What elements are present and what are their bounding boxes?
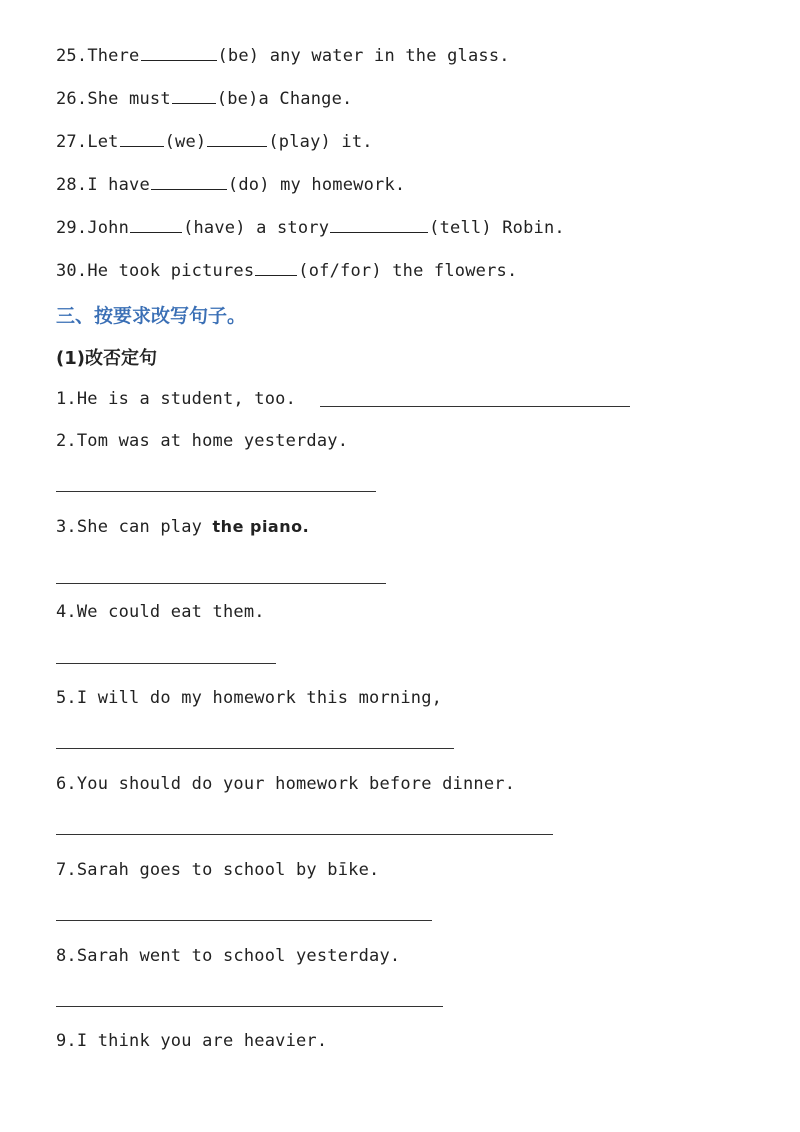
rewrite-question-1 <box>56 388 296 410</box>
question-text: 2.Tom was at home yesterday. <box>56 431 349 451</box>
answer-blank[interactable] <box>151 173 227 190</box>
question-number: 25. <box>56 46 88 66</box>
rewrite-question-4 <box>56 601 265 623</box>
question-25 <box>56 44 510 67</box>
question-30 <box>56 259 517 282</box>
hint-word: (play) it. <box>268 132 373 152</box>
rewrite-question-2 <box>56 430 348 452</box>
hint-word: (be)a Change. <box>216 89 353 109</box>
hint-word: (of/for) the flowers. <box>298 261 518 281</box>
bold-phrase: the piano. <box>212 517 310 536</box>
question-number: 30. <box>56 261 88 281</box>
answer-blank[interactable] <box>330 216 428 233</box>
question-text: 7.Sarah goes to school by bīke. <box>56 860 380 880</box>
question-text: 4.We could eat them. <box>56 602 265 622</box>
hint-word: (be) <box>217 46 260 66</box>
hint-word: (we) <box>164 132 207 152</box>
question-text: There <box>87 46 140 66</box>
answer-line[interactable] <box>56 920 432 921</box>
answer-line[interactable] <box>56 834 553 835</box>
answer-line[interactable] <box>56 491 376 492</box>
hint-word: (do) my homework. <box>227 175 406 195</box>
question-text: 3.She can play <box>56 517 203 537</box>
question-text: John <box>87 218 130 238</box>
answer-line[interactable] <box>320 406 630 407</box>
question-text: 9.I think you are heavier. <box>56 1031 328 1051</box>
question-29 <box>56 216 565 239</box>
question-text: 1.He is a student, too. <box>56 389 297 409</box>
answer-blank[interactable] <box>130 216 182 233</box>
rewrite-question-9 <box>56 1030 327 1052</box>
answer-blank[interactable] <box>120 130 164 147</box>
answer-line[interactable] <box>56 583 386 584</box>
question-text: He took pictures <box>87 261 255 281</box>
answer-blank[interactable] <box>172 87 216 104</box>
answer-blank[interactable] <box>207 130 267 147</box>
answer-blank[interactable] <box>141 44 217 61</box>
answer-line[interactable] <box>56 663 276 664</box>
question-text: Let <box>87 132 119 152</box>
question-number: 28. <box>56 175 88 195</box>
rewrite-question-8 <box>56 945 400 967</box>
question-text: She must <box>87 89 171 109</box>
answer-line[interactable] <box>56 1006 443 1007</box>
question-number: 29. <box>56 218 88 238</box>
question-text: 5.I will do my homework this morning, <box>56 688 443 708</box>
question-text: any water in the glass. <box>269 46 510 66</box>
rewrite-question-6 <box>56 773 515 795</box>
rewrite-question-5 <box>56 687 442 709</box>
question-26 <box>56 87 352 110</box>
section-title: 三、按要求改写句子。 <box>56 305 247 327</box>
answer-line[interactable] <box>56 748 454 749</box>
question-text: I have <box>87 175 150 195</box>
sub-section-title: (1)改否定句 <box>56 348 157 369</box>
question-27 <box>56 130 373 153</box>
question-text: 8.Sarah went to school yesterday. <box>56 946 401 966</box>
question-number: 26. <box>56 89 88 109</box>
question-text: 6.You should do your homework before dinner. <box>56 774 516 794</box>
hint-word: (have) a story <box>183 218 330 238</box>
rewrite-question-7 <box>56 859 379 881</box>
answer-blank[interactable] <box>255 259 297 276</box>
question-number: 27. <box>56 132 88 152</box>
question-28 <box>56 173 405 196</box>
hint-word: (tell) Robin. <box>429 218 565 238</box>
rewrite-question-3 <box>56 516 309 538</box>
